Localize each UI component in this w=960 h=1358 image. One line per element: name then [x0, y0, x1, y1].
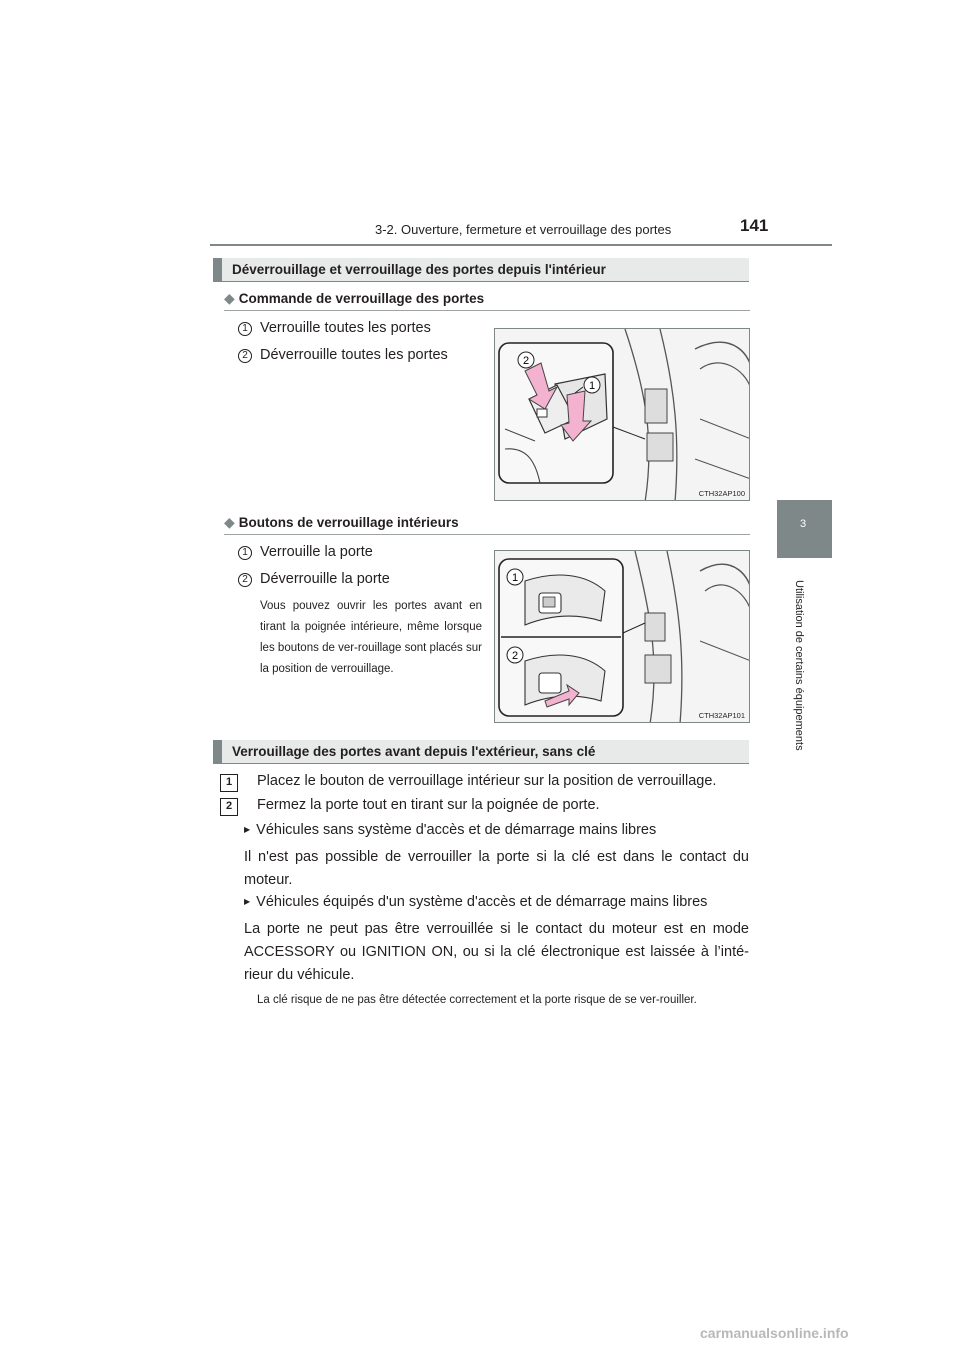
figure-door-lock-switch	[494, 328, 750, 501]
subheading-rule	[224, 534, 750, 535]
callout-number: 1	[238, 322, 252, 336]
callout-number: 1	[238, 546, 252, 560]
diamond-icon: ◆	[224, 514, 235, 530]
step-text: Placez le bouton de verrouillage intérieur sur la position de verrouillage.	[257, 773, 717, 789]
watermark: carmanualsonline.info	[700, 1325, 849, 1341]
list-item: Déverrouille la porte	[260, 571, 390, 587]
diamond-icon: ◆	[224, 290, 235, 306]
paragraph: La porte ne peut pas être verrouillée si le contact du moteur est en mode ACCESSORY ou IGNITION ON, ou si la clé électronique est laissée à l’inté-rieur du véhicule.	[244, 921, 749, 983]
figure-code: CTH32AP101	[698, 711, 745, 720]
subheading-door-lock-switch: ◆ Commande de verrouillage des portes	[224, 290, 485, 306]
chapter-title: 3-2. Ouverture, fermeture et verrouillage des portes	[375, 222, 672, 237]
callout-number: 2	[238, 573, 252, 587]
step-text: Fermez la porte tout en tirant sur la poignée de porte.	[257, 797, 600, 813]
condition-heading: ▶ Véhicules sans système d'accès et de démarrage mains libres	[244, 822, 656, 838]
subheading-inside-lock-buttons: ◆ Boutons de verrouillage intérieurs	[224, 514, 459, 530]
door-lock-switch-illustration	[495, 329, 750, 501]
section-heading-text: Déverrouillage et verrouillage des portes depuis l'intérieur	[232, 262, 606, 277]
step-number: 2	[220, 798, 238, 816]
figure-label: 2	[511, 650, 519, 662]
step-number: 1	[220, 774, 238, 792]
page-number: 141	[740, 216, 769, 235]
figure-code: CTH32AP100	[698, 489, 745, 498]
chapter-tab-text: Utilisation de certains équipements	[793, 580, 805, 751]
figure-inside-lock-buttons	[494, 550, 750, 723]
section-heading-inside	[213, 258, 749, 282]
note-text: Vous pouvez ouvrir les portes avant en tirant la poignée intérieure, même lorsque les boutons de ver-rouillage sont placés sur la position de verrouillage.	[260, 600, 482, 675]
list-item: Verrouille toutes les portes	[260, 320, 431, 336]
condition-heading: ▶ Véhicules équipés d'un système d'accès et de démarrage mains libres	[244, 894, 707, 910]
header-rule	[210, 244, 832, 246]
section-heading-outside	[213, 740, 749, 764]
figure-label: 1	[588, 380, 596, 392]
figure-label: 2	[522, 355, 530, 367]
small-note: La clé risque de ne pas être détectée correctement et la porte risque de se ver-rouiller.	[257, 994, 697, 1006]
inside-lock-button-illustration	[495, 551, 750, 723]
subheading-rule	[224, 310, 750, 311]
list-item: Verrouille la porte	[260, 544, 373, 560]
callout-number: 2	[238, 349, 252, 363]
figure-label: 1	[511, 572, 519, 584]
chapter-tab-number: 3	[800, 518, 807, 530]
paragraph: Il n'est pas possible de verrouiller la porte si la clé est dans le contact du moteur.	[244, 849, 749, 888]
section-heading-text: Verrouillage des portes avant depuis l'extérieur, sans clé	[232, 744, 596, 759]
list-item: Déverrouille toutes les portes	[260, 347, 448, 363]
